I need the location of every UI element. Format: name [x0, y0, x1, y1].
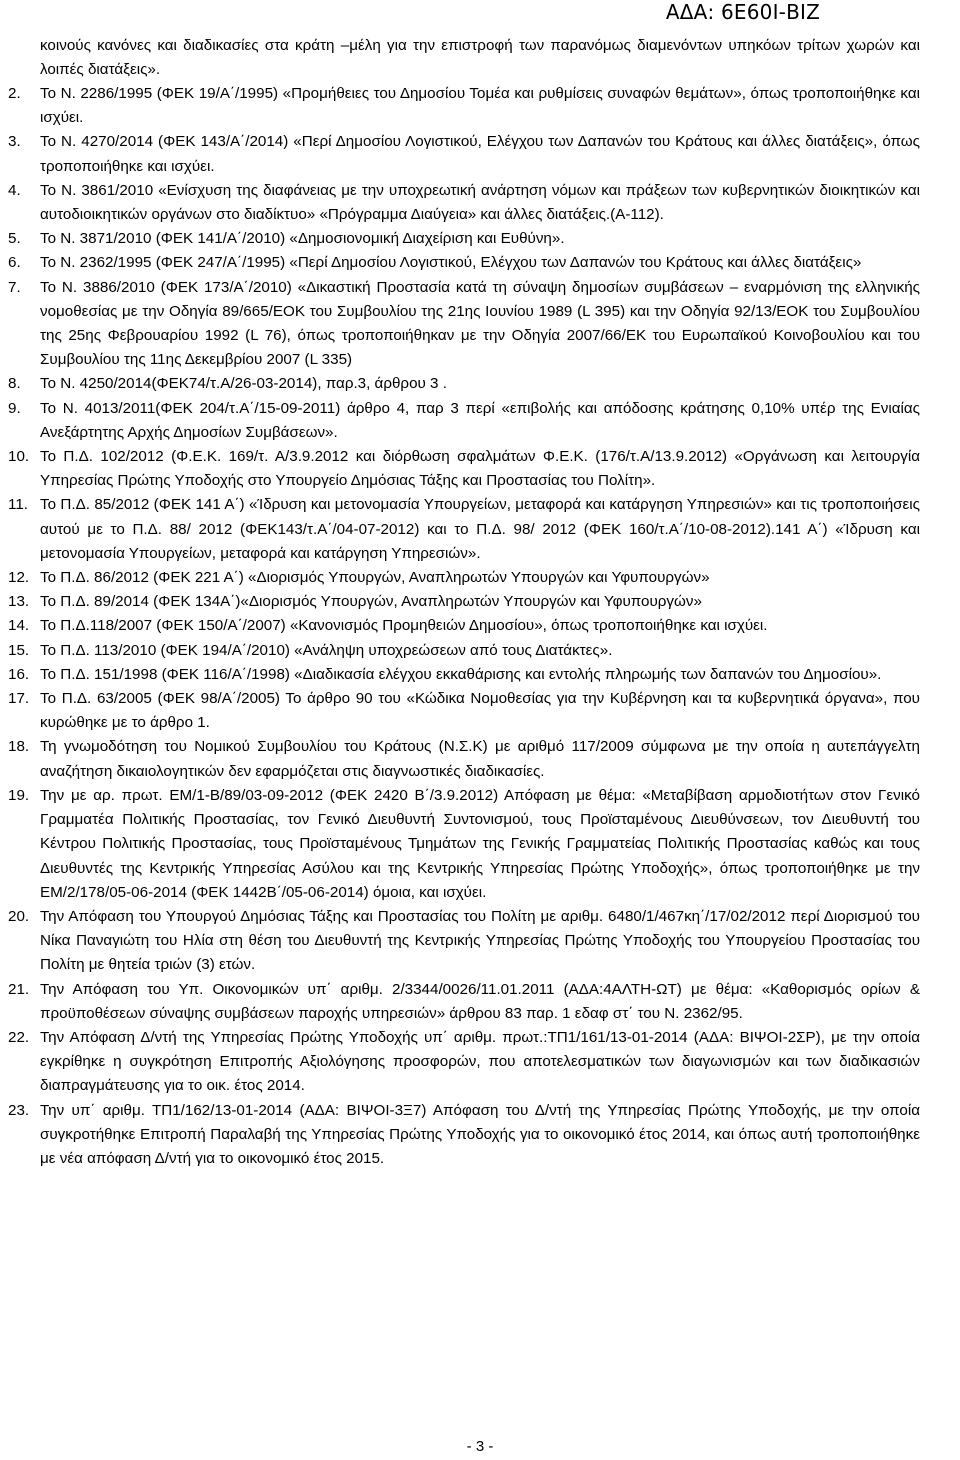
item-number: 18.: [8, 738, 30, 756]
list-item: [0, 493, 920, 566]
list-item: [0, 978, 920, 1026]
intro-paragraph: κοινούς κανόνες και διαδικασίες στα κράτη –μέλη για την επιστροφή των παρανόμως διαμενόντων υπηκόων τρίτων χωρών και λοιπές διατάξεις».: [40, 37, 920, 79]
item-text: Τη γνωμοδότηση του Νομικού Συμβουλίου του Κράτους (Ν.Σ.Κ) με αριθμό 117/2009 σύμφωνα με την οποία η αυτεπάγγελτη αναζήτηση δικαιολογητικών δεν εφαρμόζεται στις διαγνωστικές διαδικασίες.: [40, 738, 920, 780]
list-item: [0, 445, 920, 493]
list-item: [0, 179, 920, 227]
list-item: [0, 590, 920, 614]
item-number: 10.: [8, 448, 30, 466]
page-number: - 3 -: [466, 1438, 494, 1455]
item-number: 2.: [8, 85, 21, 102]
item-text: Το Π.Δ. 85/2012 (ΦΕΚ 141 Α΄) «Ίδρυση και μετονομασία Υπουργείων, μεταφορά και κατάργηση Υπηρεσιών» και τις τροποποιήσεις αυτού με το Π.Δ. 88/ 2012 (ΦΕΚ143/τ.Α΄/04-07-2012) και το Π.Δ. 98/ 2012 (ΦΕΚ 160/τ.Α΄/10-08-2012).141 Α΄) «Ίδρυση και μετονομασία Υπουργείων, μεταφορά και κατάργηση Υπηρεσιών».: [40, 496, 920, 562]
list-item: [0, 784, 920, 905]
list-item: [0, 372, 920, 396]
list-item: [0, 566, 920, 590]
item-text: Το Ν. 4270/2014 (ΦΕΚ 143/Α΄/2014) «Περί Δημοσίου Λογιστικού, Ελέγχου των Δαπανών του Κράτους και άλλες διατάξεις», όπως τροποποιήθηκε και ισχύει.: [40, 133, 920, 175]
item-number: 16.: [8, 665, 30, 683]
item-number: 19.: [8, 786, 30, 804]
list-item: [0, 82, 920, 130]
item-number: 23.: [8, 1101, 30, 1119]
item-text: Το Ν. 3871/2010 (ΦΕΚ 141/Α΄/2010) «Δημοσιονομική Διαχείριση και Ευθύνη».: [40, 230, 565, 248]
item-number: 7.: [8, 278, 21, 296]
list-item: [0, 1026, 920, 1099]
list-item: [0, 663, 920, 687]
item-text: Το Π.Δ.118/2007 (ΦΕΚ 150/Α΄/2007) «Κανονισμός Προμηθειών Δημοσίου», όπως τροποποιήθηκε και ισχύει.: [40, 617, 768, 635]
item-text: Το Ν. 4250/2014(ΦΕΚ74/τ.Α/26-03-2014), παρ.3, άρθρου 3 .: [40, 375, 447, 393]
item-number: 15.: [8, 641, 30, 659]
item-text: Το Ν. 2362/1995 (ΦΕΚ 247/Α΄/1995) «Περί Δημοσίου Λογιστικού, Ελέγχου των Δαπανών του Κράτους και άλλες διατάξεις»: [40, 254, 862, 272]
list-item: [0, 639, 920, 663]
item-number: 12.: [8, 569, 30, 587]
item-text: Το Π.Δ. 151/1998 (ΦΕΚ 116/Α΄/1998) «Διαδικασία ελέγχου εκκαθάρισης και εντολής πληρωμής των δαπανών του Δημοσίου».: [40, 665, 882, 683]
item-number: 3.: [8, 133, 21, 151]
list-item: [0, 735, 920, 783]
item-text: Το Π.Δ. 63/2005 (ΦΕΚ 98/Α΄/2005) Το άρθρο 90 του «Κώδικα Νομοθεσίας για την Κυβέρνηση και τα κυβερνητικά όργανα», που κυρώθηκε με το άρθρο 1.: [40, 690, 920, 732]
item-text: Το Ν. 3861/2010 «Ενίσχυση της διαφάνειας με την υποχρεωτική ανάρτηση νόμων και πράξεων των κυβερνητικών διοικητικών και αυτοδιοικητικών οργάνων στο διαδίκτυο» «Πρόγραμμα Διαύγεια» και άλλες διατάξεις.(Α-112).: [40, 181, 920, 224]
item-number: 22.: [8, 1028, 30, 1046]
item-number: 11.: [8, 496, 28, 514]
document-code: ΑΔΑ: 6Ε60Ι-ΒΙΖ: [665, 0, 820, 24]
item-number: 20.: [8, 907, 30, 925]
item-number: 21.: [8, 980, 30, 998]
item-text: Την Απόφαση Δ/ντή της Υπηρεσίας Πρώτης Υποδοχής υπ΄ αριθμ. πρωτ.:ΤΠ1/161/13-01-2014 (ΑΔΑ: ΒΙΨΟΙ-2ΣΡ), με την οποία εγκρίθηκε η συγκρότηση Επιτροπής Αξιολόγησης προσφορών, που αποτελεσματικών των διαγωνισμών και των διαδικασιών διαπραγμάτευσης για το οικ. έτος 2014.: [40, 1028, 920, 1095]
item-text: Το Ν. 3886/2010 (ΦΕΚ 173/Α΄/2010) «Δικαστική Προστασία κατά τη σύναψη δημοσίων συμβάσεων – εναρμόνιση της ελληνικής νομοθεσίας με την Οδηγία 89/665/ΕΟΚ του Συμβουλίου της 21ης Ιουνίου 1989 (L 395) και την Οδηγία 92/13/ΕΟΚ του Συμβουλίου της 25ης Φεβρουαρίου 1992 (L 76), όπως τροποποιήθηκαν με την Οδηγία 2007/66/ΕΚ του Ευρωπαϊκού Κοινοβουλίου και του Συμβουλίου της 11ης Δεκεμβρίου 2007 (L 335): [40, 278, 920, 369]
item-text: Το Ν. 2286/1995 (ΦΕΚ 19/Α΄/1995) «Προμήθειες του Δημοσίου Τομέα και ρυθμίσεις συναφών θεμάτων», όπως τροποποιήθηκε και ισχύει.: [40, 85, 920, 127]
list-item: [0, 905, 920, 978]
legal-references-list: [0, 82, 920, 1171]
item-number: 14.: [8, 617, 30, 635]
list-item: [0, 130, 920, 178]
item-number: 6.: [8, 254, 21, 272]
item-number: 9.: [8, 399, 21, 417]
item-text: Την Απόφαση του Υπ. Οικονομικών υπ΄ αριθμ. 2/3344/0026/11.01.2011 (ΑΔΑ:4ΑΛΤΗ-ΩΤ) με θέμα: «Καθορισμός ορίων & προϋποθέσεων σύναψης συμβάσεων παροχής υπηρεσιών» άρθρου 83 παρ. 1 εδαφ στ΄ του Ν. 2362/95.: [40, 980, 920, 1022]
list-item: [0, 687, 920, 735]
item-text: Το Ν. 4013/2011(ΦΕΚ 204/τ.Α΄/15-09-2011) άρθρο 4, παρ 3 περί «επιβολής και απόδοσης κράτησης 0,10% υπέρ της Ενιαίας Ανεξάρτητης Αρχής Δημοσίων Συμβάσεων».: [40, 399, 920, 441]
list-item: [0, 397, 920, 445]
item-text: Την Απόφαση του Υπουργού Δημόσιας Τάξης και Προστασίας του Πολίτη με αριθμ. 6480/1/467κη΄/17/02/2012 περί Διορισμού του Νίκα Παναγιώτη του Ηλία στη θέση του Διευθυντή της Κεντρικής Υπηρεσίας Πρώτης Υποδοχής του Υπουργείου Προστασίας του Πολίτη με θητεία τριών (3) ετών.: [40, 907, 920, 974]
item-text: Το Π.Δ. 86/2012 (ΦΕΚ 221 Α΄) «Διορισμός Υπουργών, Αναπληρωτών Υπουργών και Υφυπουργών»: [40, 569, 710, 587]
item-number: 8.: [8, 375, 21, 393]
item-text: Το Π.Δ. 113/2010 (ΦΕΚ 194/Α΄/2010) «Ανάληψη υποχρεώσεων από τους Διατάκτες».: [40, 641, 613, 659]
list-item: [0, 227, 920, 251]
list-item: [0, 251, 920, 275]
item-number: 13.: [8, 593, 30, 611]
item-text: Την με αρ. πρωτ. ΕΜ/1-Β/89/03-09-2012 (ΦΕΚ 2420 Β΄/3.9.2012) Απόφαση με θέμα: «Μεταβίβαση αρμοδιοτήτων στον Γενικό Γραμματέα Πολιτικής Προστασίας, τον Γενικό Διευθυντή Συντονισμού, τους Προϊσταμένους Διευθύνσεων, τον Διευθυντή του Κέντρου Πολιτικής Προστασίας, τους Προϊσταμένους Τμημάτων της Γενικής Γραμματείας Πολιτικής Προστασίας καθώς και τους Διευθυντές της Κεντρικής Υπηρεσίας Ασύλου και της Κεντρικής Υπηρεσίας Πρώτης Υποδοχής», όπως τροποποιήθηκε με την ΕΜ/2/178/05-06-2014 (ΦΕΚ 1442Β΄/05-06-2014) όμοια, και ισχύει.: [40, 786, 920, 901]
item-text: Την υπ΄ αριθμ. ΤΠ1/162/13-01-2014 (ΑΔΑ: ΒΙΨΟΙ-3Ξ7) Απόφαση του Δ/ντή της Υπηρεσίας Πρώτης Υποδοχής, με την οποία συγκροτήθηκε Επιτροπή Παραλαβή της Υπηρεσίας Πρώτης Υποδοχής για το οικονομικό έτος 2014, και όπως αυτή τροποποιήθηκε με νέα απόφαση Δ/ντή για το οικονομικό έτος 2015.: [40, 1101, 920, 1167]
list-item: [0, 1099, 920, 1172]
item-number: 4.: [8, 181, 21, 199]
item-text: Το Π.Δ. 102/2012 (Φ.Ε.Κ. 169/τ. Α/3.9.2012 και διόρθωση σφαλμάτων Φ.Ε.Κ. (176/τ.Α/13.9.2012) «Οργάνωση και λειτουργία Υπηρεσίας Πρώτης Υποδοχής στο Υπουργείο Δημόσιας Τάξης και Προστασίας του Πολίτη».: [40, 448, 920, 490]
list-item: [0, 614, 920, 638]
item-number: 5.: [8, 230, 21, 248]
list-item: [0, 276, 920, 373]
item-text: Το Π.Δ. 89/2014 (ΦΕΚ 134Α΄)«Διορισμός Υπουργών, Αναπληρωτών Υπουργών και Υφυπουργών»: [40, 593, 702, 611]
item-number: 17.: [8, 690, 30, 708]
